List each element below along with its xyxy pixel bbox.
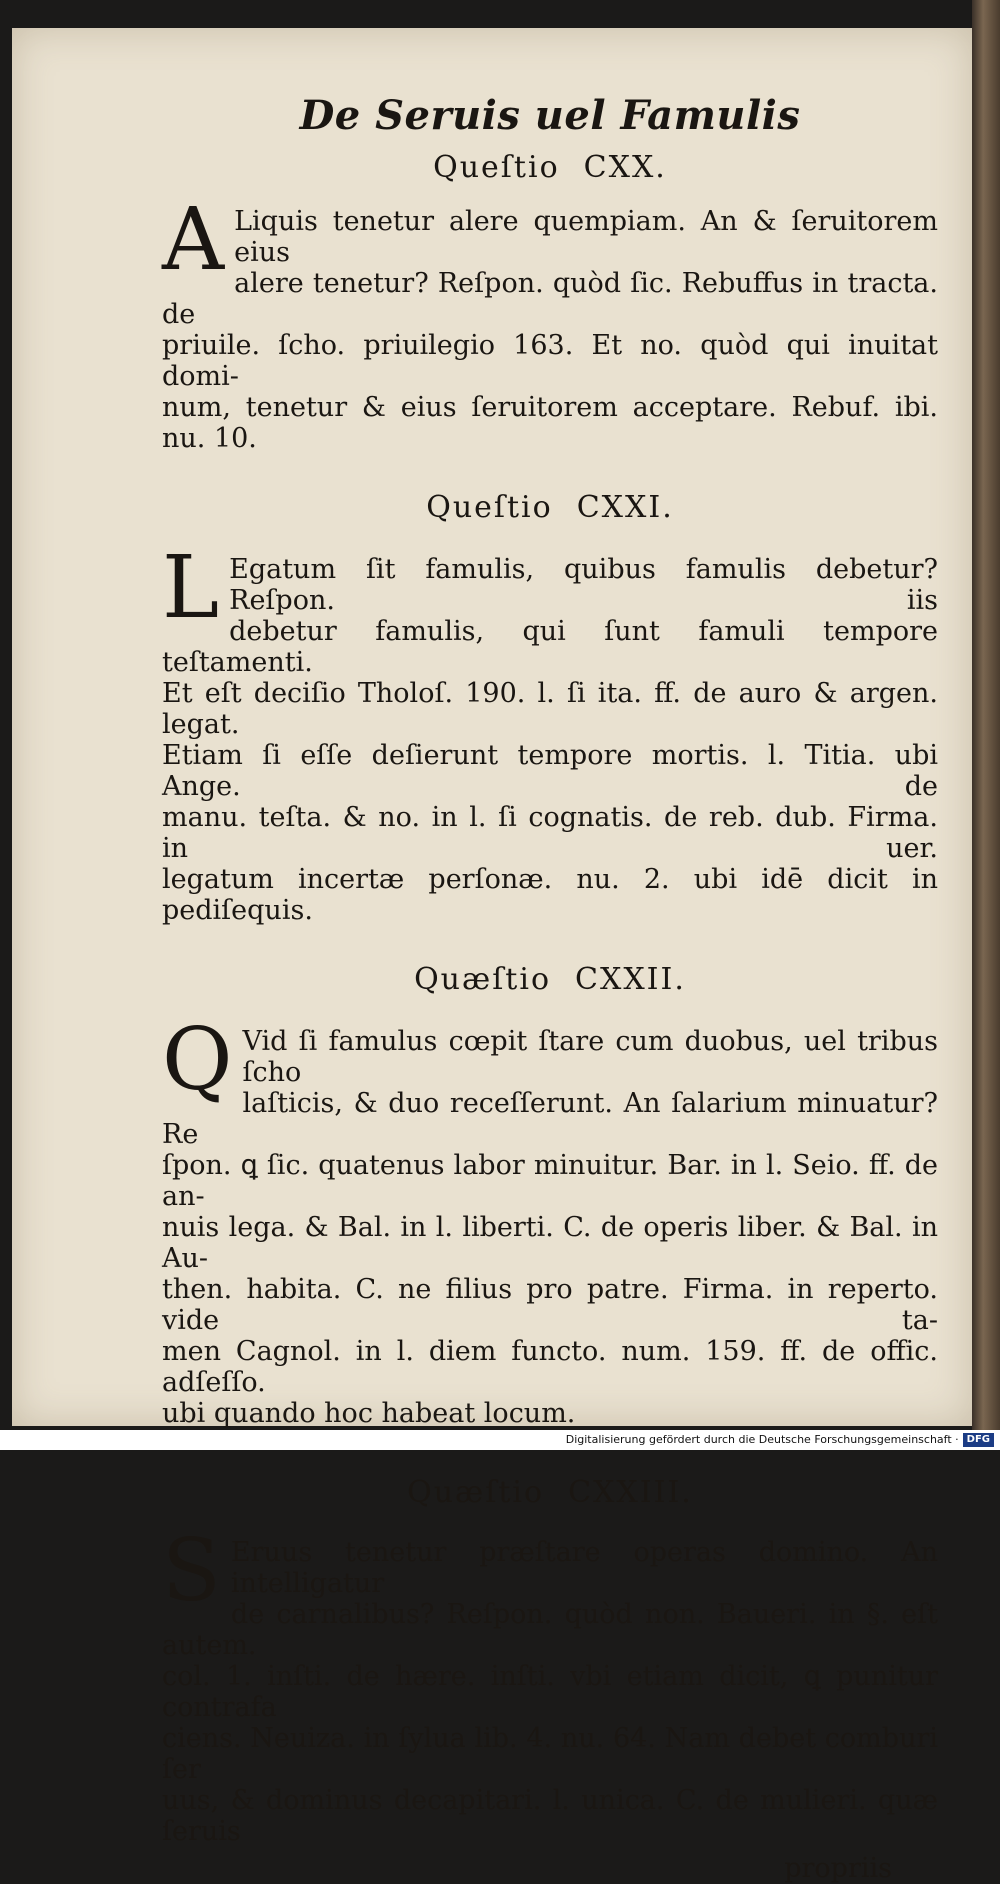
question-paragraph xyxy=(162,1010,938,1429)
text-line: Vid ſi famulus cœpit ſtare cum duobus, uel tribus ſcho xyxy=(242,1026,938,1088)
question-heading-word: Quæſtio xyxy=(414,962,552,997)
question-heading xyxy=(162,956,938,1004)
text-line: Eruus tenetur præſtare operas domino. An intelligatur xyxy=(230,1537,938,1599)
question-number: CXXIII. xyxy=(568,1475,693,1510)
drop-cap: Q xyxy=(162,1010,233,1110)
text-line: then. habita. C. ne filius pro patre. Firma. in reperto. vide ta- xyxy=(162,1274,938,1336)
text-line: debetur famulis, qui ſunt famuli tempore teſtamenti. xyxy=(162,616,938,678)
text-line: laſticis, & duo receſſerunt. An ſalarium minuatur? Re xyxy=(162,1088,938,1150)
question-paragraph xyxy=(162,190,938,454)
question-section xyxy=(162,1469,938,1884)
text-line: manu. teſta. & no. in l. ſi cognatis. de reb. dub. Firma. in uer. xyxy=(162,802,938,864)
drop-cap: L xyxy=(162,538,220,638)
question-section xyxy=(162,956,938,1429)
page-text-block xyxy=(162,88,938,1884)
footer-credit-text: Digitalisierung gefördert durch die Deutsche Forschungsgemeinschaft · xyxy=(565,1433,959,1446)
text-line: Et eſt deciſio Tholoſ. 190. l. ſi ita. ff. de auro & argen. legat. xyxy=(162,678,938,740)
text-line: ubi quando hoc habeat locum. xyxy=(162,1398,576,1429)
dfg-logo: DFG xyxy=(963,1433,994,1447)
drop-cap: A xyxy=(162,190,225,290)
text-line: legatum incertæ perſonæ. nu. 2. ubi idē dicit in pediſequis. xyxy=(162,864,938,926)
digitization-footer xyxy=(0,1430,1000,1450)
question-heading xyxy=(162,144,938,192)
question-number: CXXII. xyxy=(575,962,686,997)
text-line: num, tenetur & eius ſeruitorem acceptare. Rebuf. ibi. nu. 10. xyxy=(162,392,938,454)
text-line: ſpon. ꝗ ſic. quatenus labor minuitur. Bar. in l. Seio. ff. de an- xyxy=(162,1150,938,1212)
question-number: CXX. xyxy=(583,150,667,185)
question-heading-word: Quæſtio xyxy=(407,1475,545,1510)
book-spine-edge xyxy=(972,0,1000,1430)
question-paragraph xyxy=(162,1521,938,1847)
question-number: CXXI. xyxy=(576,490,674,525)
question-section xyxy=(162,144,938,454)
drop-cap: S xyxy=(162,1521,221,1621)
running-head: De Seruis uel Famulis xyxy=(299,92,801,139)
text-line: de carnalibus? Reſpon. quòd non. Baueri. in §. eſt autem. xyxy=(162,1599,938,1661)
text-line: Egatum ſit famulis, quibus famulis debetur? Reſpon. iis xyxy=(229,554,938,616)
text-line: col. 1. inſti. de hære. inſti. vbi etiam dicit, ꝗ punitur contrafa xyxy=(162,1661,938,1723)
question-heading-word: Queſtio xyxy=(433,150,560,185)
question-heading xyxy=(162,484,938,532)
text-line: priuile. ſcho. priuilegio 163. Et no. quòd qui inuitat domi- xyxy=(162,330,938,392)
question-section xyxy=(162,484,938,926)
text-line: Etiam ſi eſſe deſierunt tempore mortis. l. Titia. ubi Ange. de xyxy=(162,740,938,802)
text-line: Liquis tenetur alere quempiam. An & ſeruitorem eius xyxy=(234,206,938,268)
question-paragraph xyxy=(162,538,938,926)
text-line: ciens. Neuiza. in ſylua lib. 4. nu. 64. Nam debet comburi ſer xyxy=(162,1723,938,1785)
text-line: nuis lega. & Bal. in l. liberti. C. de operis liber. & Bal. in Au- xyxy=(162,1212,938,1274)
catchword: propriis xyxy=(784,1853,892,1884)
text-line: alere tenetur? Reſpon. quòd ſic. Rebuffus in tracta. de xyxy=(162,268,938,330)
question-heading-word: Queſtio xyxy=(426,490,553,525)
text-line: uus, & dominus decapitari. l. unica. C. de mulieri. quæ ſeruis xyxy=(162,1785,938,1847)
question-heading xyxy=(162,1469,938,1517)
text-line: men Cagnol. in l. diem functo. num. 159. ff. de offic. adſeſſo. xyxy=(162,1336,938,1398)
